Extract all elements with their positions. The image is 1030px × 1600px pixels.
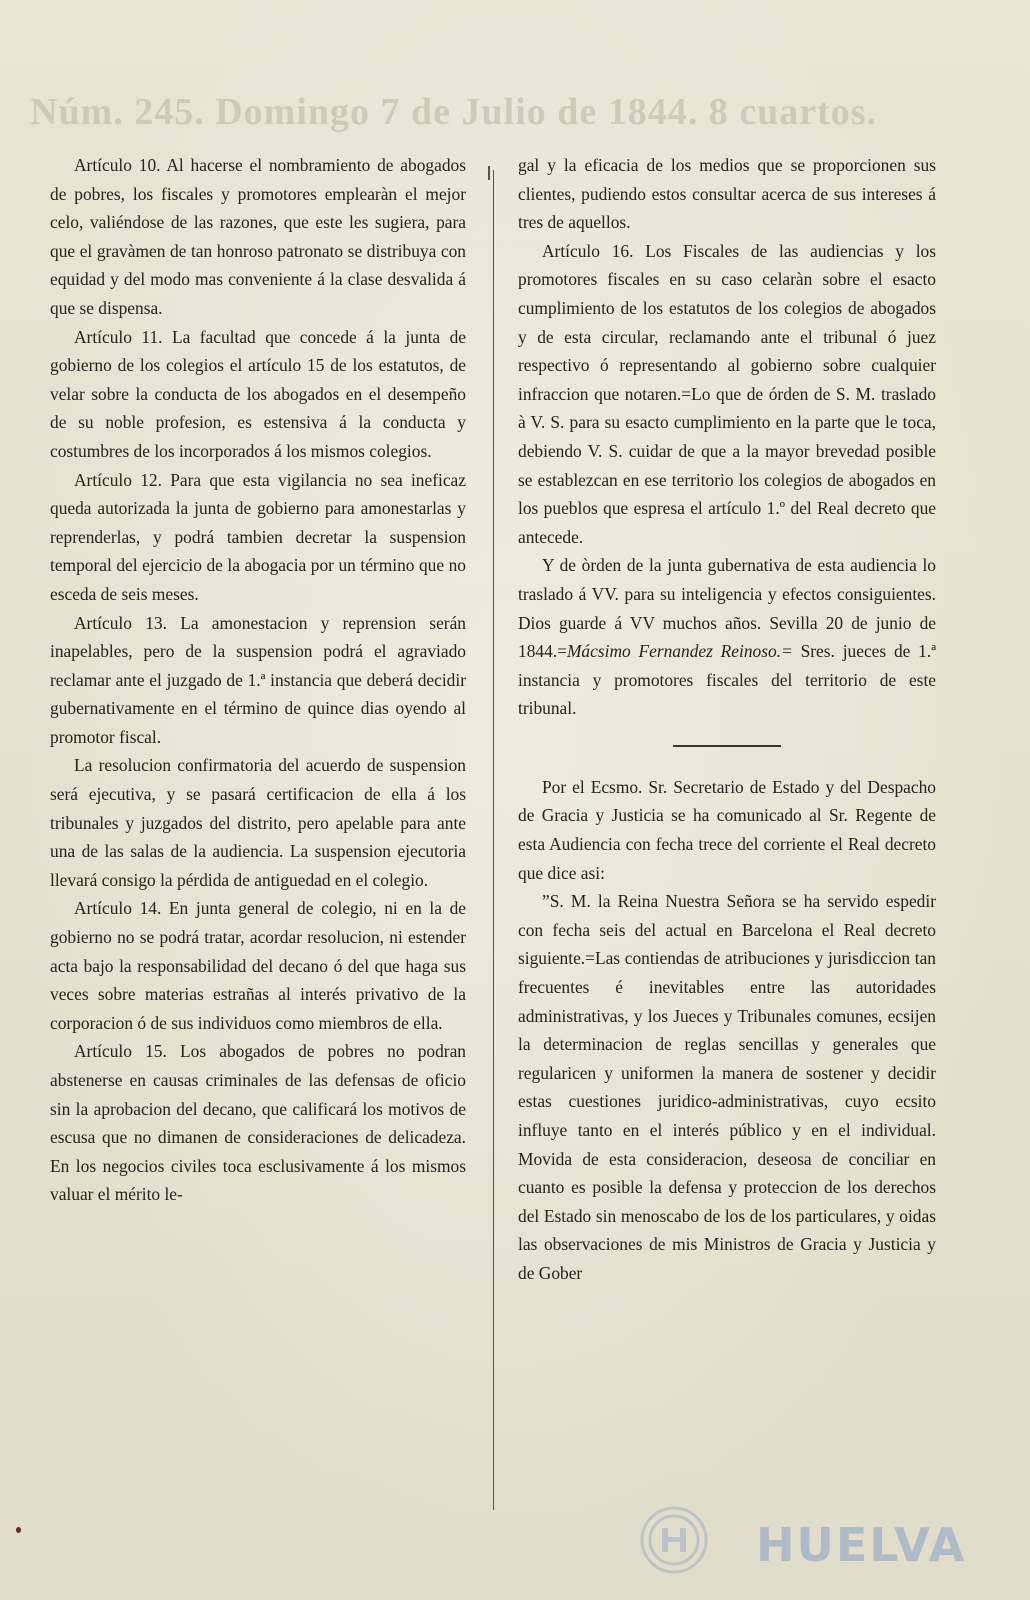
section-separator [673, 745, 781, 747]
article-10: Artículo 10. Al hacerse el nombramiento de abogados de pobres, los fiscales y promotores emplearàn el mejor celo, valiéndose de las razones, que este les sugiera, para que el gravàmen de tan honroso patronato se distribuya con equidad y del modo mas conveniente á la clase desvalida á que se dispensa. [50, 155, 466, 318]
article-11: Artículo 11. La facultad que concede á la junta de gobierno de los colegios el artículo 15 de los estatutos, de velar sobre la conducta de los abogados en el desempeño de su noble profesion, es estensiva á la conducta y costumbres de los incorporados á los mismos colegios. [50, 326, 466, 461]
article-13: Artículo 13. La amonestacion y reprension serán inapelables, pero de la suspension podrá el agraviado reclamar ante el juzgado de 1.ª instancia que deberá decidir gubernativamente en el término de quince dias oyendo al promotor fiscal. [50, 612, 466, 747]
transfer-paragraph [518, 551, 936, 723]
royal-decree: ”S. M. la Reina Nuestra Señora se ha servido espedir con fecha seis del actual en Barcelona el Real decreto siguiente.=Las contiendas de atribuciones y jurisdiccion tan frecuentes é inevitables entre las autoridades administrativas, y los Jueces y Tribunales comunes, ecsijen la determinacion de reglas sencillas y generales que regularicen y uniformen la manera de sostener y decidir estas cuestiones juridico-administrativas, cuyo ecsito influye tanto en el interés público y en el individual. Movida de esta consideracion, deseosa de conciliar en cuanto es posible la defensa y proteccion de los derechos del Estado sin menoscabo de los de los particulares, y oidas las observaciones de mis Ministros de Gracia y Justicia y de Gober [518, 891, 936, 1283]
ink-mark [16, 1527, 21, 1533]
article-15: Artículo 15. Los abogados de pobres no podran abstenerse en causas criminales de las defensas de oficio sin la aprobacion del decano, que calificará los motivos de escusa que no dimanen de consideraciones de delicadeza. En los negocios civiles toca esclusivamente á los mismos valuar el mérito le- [50, 1041, 466, 1205]
article-16: Artículo 16. Los Fiscales de las audiencias y los promotores fiscales en su caso celaràn sobre el esacto cumplimiento de los estatutos de los colegios de abogados y de esta circular, reclamando ante el tribunal ó juez respectivo ó representando al gobierno sobre cualquier infraccion que notaren.=Lo que de órden de S. M. traslado à V. S. para su esacto cumplimiento en la parte que le toca, debiendo V. S. cuidar de que a la mayor brevedad posible se establezcan en ese territorio los colegios de abogados en los pueblos que espresa el artículo 1.º del Real decreto que antecede. [518, 240, 936, 547]
masthead: Núm. 245. Domingo 7 de Julio de 1844. 8 cuartos. [30, 91, 878, 133]
signer-name: Mácsimo Fernandez Reinoso.= [566, 641, 793, 662]
suspension-paragraph: La resolucion confirmatoria del acuerdo de suspension será ejecutiva, y se pasará certificacion de ella á los tribunales y juzgados del distrito, pero apelable para ante una de las salas de la audiencia. La suspension ejecutoria llevará consigo la pérdida de antiguedad en el colegio. [50, 755, 466, 890]
transfer-text: Y de òrden de la junta gubernativa de esta audiencia lo traslado á VV. para su inteligencia y efectos consiguientes. Dios guarde á VV muchos años. Sevilla 20 de junio de 1844.= [518, 555, 936, 662]
column-rule [493, 170, 494, 1510]
decree-intro: Por el Ecsmo. Sr. Secretario de Estado y del Despacho de Gracia y Justicia se ha comunicado al Sr. Regente de esta Audiencia con fecha trece del corriente el Real decreto que dice asi: [518, 776, 936, 883]
article-14: Artículo 14. En junta general de colegio, ni en la de gobierno no se podrá tratar, acordar resolucion, ni estender acta bajo la responsabilidad del decano ó del que haga sus veces sobre materias estrañas al interés privativo de la corporacion ó de sus individuos como miembros de ella. [50, 898, 466, 1033]
right-column [518, 151, 936, 1288]
archive-logo-text: HUELVA [756, 1518, 967, 1572]
recipients: Sres. jueces de 1.ª instancia y promotores fiscales del territorio de este tribunal. [518, 641, 936, 719]
column-rule-mark [488, 166, 490, 180]
article-15-continuation: gal y la eficacia de los medios que se proporcionen sus clientes, pudiendo estos consultar acerca de sus intereses á tres de aquellos. [518, 155, 936, 233]
left-column [50, 151, 466, 1209]
article-12: Artículo 12. Para que esta vigilancia no sea ineficaz queda autorizada la junta de gobierno para amonestarlas y reprenderlas, y podrá tambien decretar la suspension temporal del ejercicio de la abogacia por un término que no esceda de seis meses. [50, 469, 466, 604]
